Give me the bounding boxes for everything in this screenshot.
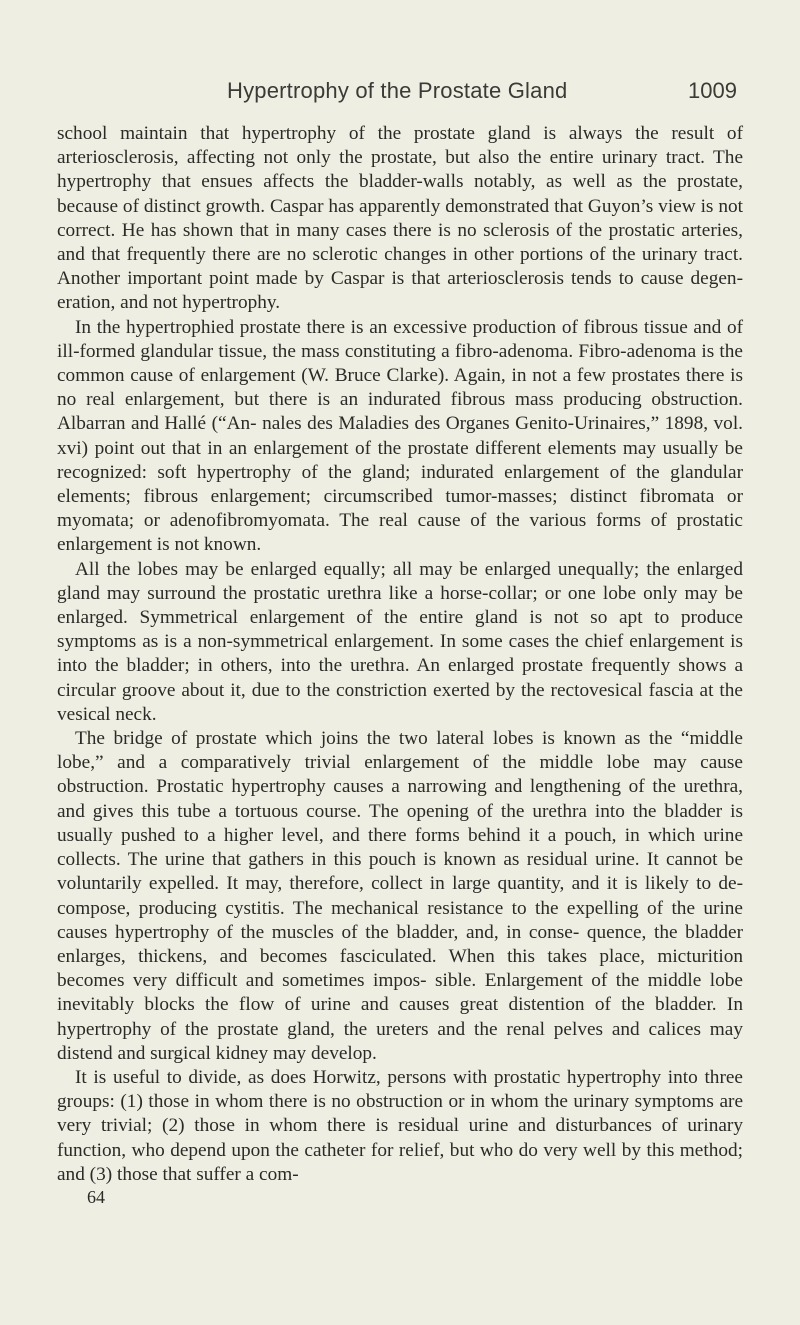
running-head: [57, 78, 743, 112]
paragraph: The bridge of prostate which joins the two lateral lobes is known as the “middle lobe,” and a comparatively trivial enlargement of the middle lobe may cause obstruction. Prostatic hypertrophy causes a narrowing and lengthening of the urethra, and gives this tube a tortuous course. The opening of the urethra into the bladder is usually pushed to a higher level, and there forms behind it a pouch, in which urine collects. The urine that gathers in this pouch is known as residual urine. It cannot be voluntarily expelled. It may, therefore, collect in large quantity, and it is likely to de- compose, producing cystitis. The mechanical resistance to the expelling of the urine causes hypertrophy of the muscles of the bladder, and, in conse- quence, the bladder enlarges, thickens, and becomes fasciculated. When this takes place, micturition becomes very difficult and sometimes impos- sible. Enlargement of the middle lobe inevitably blocks the flow of urine and causes great distention of the bladder. In hypertrophy of the prostate gland, the ureters and the renal pelves and calices may distend and surgical kidney may develop.: [57, 728, 743, 1064]
paragraph: In the hypertrophied prostate there is an excessive production of fibrous tissue and of ill-formed glandular tissue, the mass constituting a fibro-adenoma. Fibro-adenoma is the common cause of enlargement (W. Bruce Clarke). Again, in not a few prostates there is no real enlargement, but there is an indurated fibrous mass producing obstruction. Albarran and Hallé (“An- nales des Maladies des Organes Genito-Urinaires,” 1898, vol. xvi) point out that in an enlargement of the prostate different elements may usually be recognized: soft hypertrophy of the gland; indurated enlargement of the glandular elements; fibrous enlargement; circumscribed tumor-masses; distinct fibromata or myomata; or adenofibromyomata. The real cause of the various forms of prostatic enlargement is not known.: [57, 316, 743, 556]
body-text: [57, 122, 743, 1187]
signature-mark: 64: [87, 1186, 105, 1207]
paragraph: It is useful to divide, as does Horwitz, persons with prostatic hypertrophy into three groups: (1) those in whom there is no obstruction or in whom the urinary symptoms are very trivial; (2) those in whom there is residual urine and disturbances of urinary function, who depend upon the catheter for relief, but who do very well by this method; and (3) those that suffer a com-: [57, 1066, 743, 1185]
running-title: Hypertrophy of the Prostate Gland: [227, 78, 568, 103]
paragraph: school maintain that hypertrophy of the prostate gland is always the result of arteriosclerosis, affecting not only the prostate, but also the entire urinary tract. The hypertrophy that ensues affects the bladder-walls notably, as well as the prostate, because of distinct growth. Caspar has apparently demonstrated that Guyon’s view is not correct. He has shown that in many cases there is no sclerosis of the prostatic arteries, and that frequently there are no sclerotic changes in other portions of the urinary tract. Another important point made by Caspar is that arteriosclerosis tends to cause degen- eration, and not hypertrophy.: [57, 123, 743, 314]
paragraph: All the lobes may be enlarged equally; all may be enlarged unequally; the enlarged gland may surround the prostatic urethra like a horse-collar; or one lobe only may be enlarged. Symmetrical enlargement of the entire gland is not so apt to produce symptoms as is a non-symmetrical enlargement. In some cases the chief enlargement is into the bladder; in others, into the urethra. An enlarged prostate frequently shows a circular groove about it, due to the constriction exerted by the rectovesical fascia at the vesical neck.: [57, 558, 743, 725]
page-number: 1009: [688, 78, 737, 103]
